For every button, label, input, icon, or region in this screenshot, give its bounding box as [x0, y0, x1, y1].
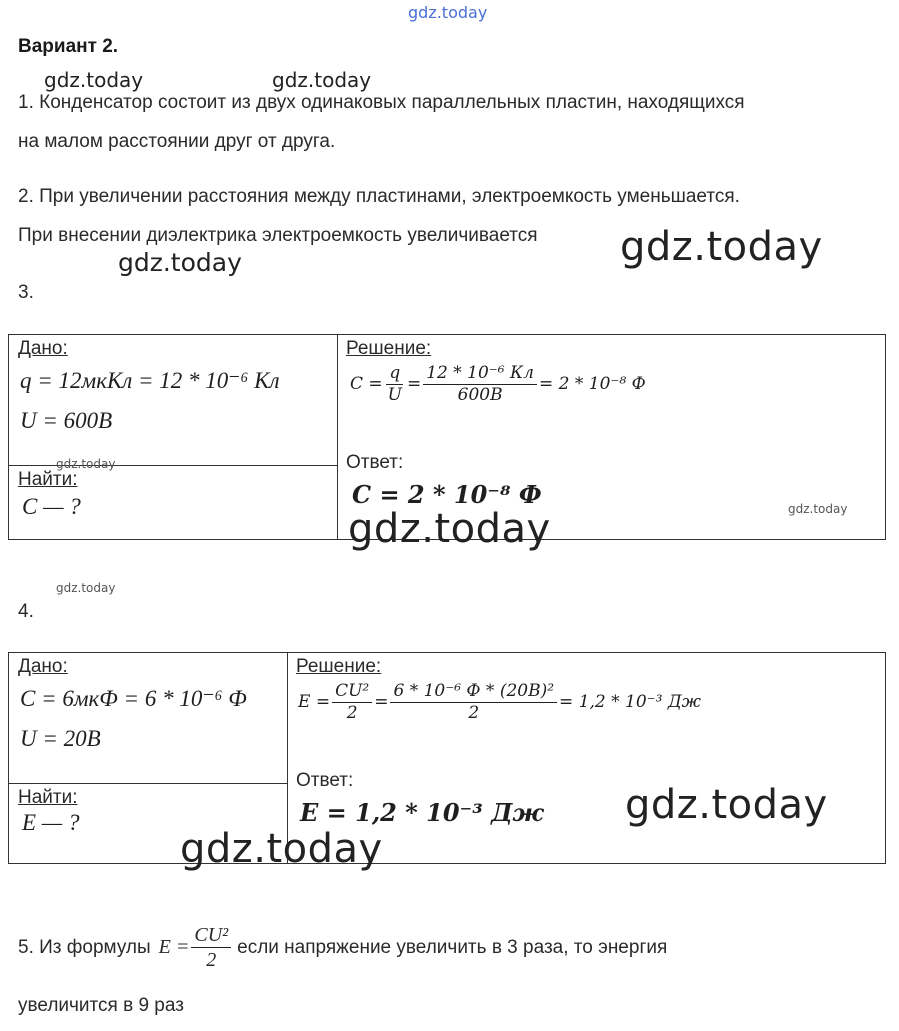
- watermark: gdz.today: [625, 782, 828, 828]
- q3-given-label: Дано:: [18, 338, 68, 359]
- q4-solution-formula: [298, 682, 701, 722]
- formula-equals: =: [374, 692, 389, 713]
- q4-given-capacitance: C = 6мкФ = 6 * 10⁻⁶ Ф: [20, 686, 247, 711]
- q5-formula: [159, 924, 234, 971]
- q4-table-divider: [8, 783, 288, 784]
- watermark: gdz.today: [56, 581, 116, 595]
- q4-answer-value: E = 1,2 * 10⁻³ Дж: [300, 798, 544, 827]
- question-2-line-1: 2. При увеличении расстояния между пластинами, электроемкость уменьшается.: [18, 186, 740, 207]
- fraction-denominator: 2: [346, 702, 358, 723]
- q5-prefix: 5. Из формулы: [18, 936, 151, 958]
- fraction-numerator: CU²: [191, 924, 231, 948]
- fraction: [385, 364, 405, 404]
- formula-equals: =: [406, 374, 422, 395]
- question-3-number: 3.: [18, 282, 34, 303]
- question-1-line-1: 1. Конденсатор состоит из двух одинаковых параллельных пластин, находящихся: [18, 92, 745, 113]
- variant-title: Вариант 2.: [18, 36, 119, 57]
- watermark: gdz.today: [44, 68, 144, 92]
- q4-given-voltage: U = 20В: [20, 726, 101, 751]
- q5-suffix: если напряжение увеличить в 3 раза, то энергия: [237, 936, 668, 958]
- formula-lhs: E =: [298, 692, 331, 713]
- question-4-number: 4.: [18, 601, 34, 622]
- watermark: gdz.today: [348, 506, 551, 552]
- formula-result: = 1,2 * 10⁻³ Дж: [559, 692, 702, 713]
- q4-solution-label: Решение:: [296, 656, 382, 677]
- formula-lhs: E =: [158, 936, 190, 958]
- watermark: gdz.today: [180, 826, 383, 872]
- fraction: [191, 924, 231, 971]
- watermark: gdz.today: [620, 224, 823, 270]
- q3-solution-formula: [350, 364, 646, 404]
- fraction: [332, 682, 372, 722]
- q3-solution-label: Решение:: [346, 338, 432, 359]
- q3-table-divider: [337, 334, 338, 539]
- q4-find-label: Найти:: [18, 787, 78, 808]
- fraction-numerator: q: [386, 364, 403, 385]
- question-2-line-2: При внесении диэлектрика электроемкость увеличивается: [18, 225, 538, 246]
- question-1-line-2: на малом расстоянии друг от друга.: [18, 131, 336, 152]
- fraction-numerator: CU²: [332, 682, 372, 703]
- question-5-line-2: увеличится в 9 раз: [18, 995, 184, 1016]
- fraction-denominator: 2: [206, 949, 217, 971]
- q3-find-value: C — ?: [22, 494, 81, 519]
- formula-lhs: C =: [350, 374, 383, 395]
- watermark: gdz.today: [272, 68, 372, 92]
- fraction-denominator: 600В: [457, 384, 503, 405]
- q3-given-voltage: U = 600В: [20, 408, 113, 433]
- q4-find-value: E — ?: [22, 810, 80, 835]
- fraction-denominator: U: [387, 384, 402, 405]
- fraction: [390, 682, 557, 722]
- fraction-denominator: 2: [468, 702, 480, 723]
- q3-find-label: Найти:: [18, 469, 78, 490]
- q3-answer-value: C = 2 * 10⁻⁸ Ф: [352, 480, 542, 509]
- q4-given-label: Дано:: [18, 656, 68, 677]
- formula-result: = 2 * 10⁻⁸ Ф: [538, 374, 646, 395]
- watermark-top: gdz.today: [408, 3, 488, 22]
- watermark: gdz.today: [118, 248, 242, 277]
- q3-answer-label: Ответ:: [346, 452, 404, 473]
- watermark: gdz.today: [788, 502, 848, 516]
- watermark: gdz.today: [56, 457, 116, 471]
- fraction-numerator: 12 * 10⁻⁶ Кл: [423, 364, 537, 385]
- question-5-line-1: [18, 924, 667, 971]
- fraction-numerator: 6 * 10⁻⁶ Ф * (20В)²: [390, 682, 557, 703]
- q4-answer-label: Ответ:: [296, 770, 354, 791]
- q3-given-charge: q = 12мкКл = 12 * 10⁻⁶ Кл: [20, 368, 280, 393]
- fraction: [423, 364, 537, 404]
